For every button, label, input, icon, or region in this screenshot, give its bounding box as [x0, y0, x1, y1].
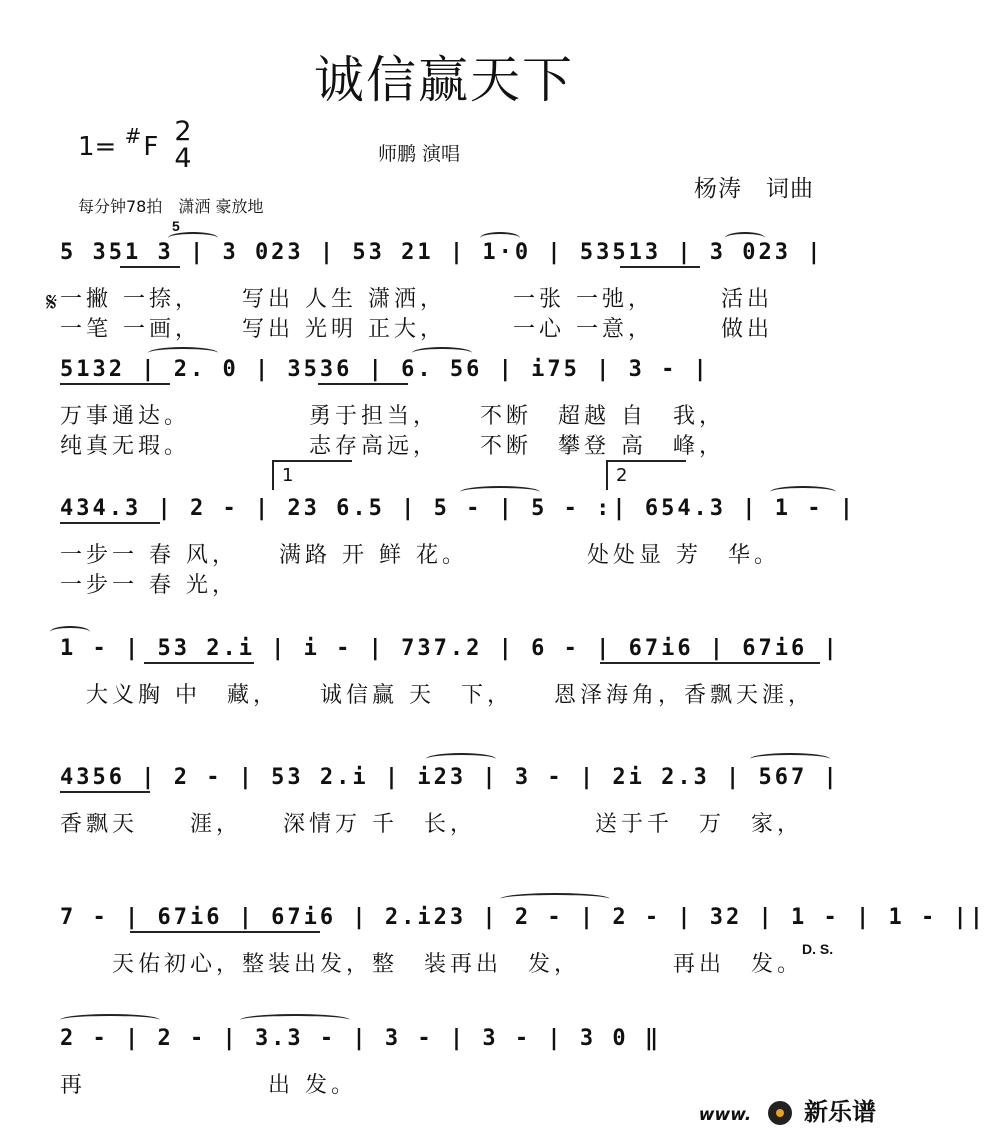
beam — [600, 662, 820, 664]
watermark-brand: 新乐谱 — [804, 1098, 876, 1126]
grace-note: 5 — [172, 218, 180, 234]
watermark — [699, 1092, 876, 1127]
lyric-verse-1: 万事通达。 勇于担当， 不断 超越 自 我， — [60, 404, 725, 429]
beam — [144, 662, 254, 664]
notes: 1 - | 53 2.i | i - | 737.2 | 6 - | 67i6 | 67i6 | — [60, 636, 840, 661]
lyric-verse-1: 一步一 春 风， 满路 开 鲜 花。 处处显 芳 华。 — [60, 543, 780, 568]
lyric-verse-1: 香飘天 涯， 深情万 千 长， 送于千 万 家， — [60, 812, 803, 837]
slur — [240, 1014, 350, 1026]
sharp-sign: # — [124, 124, 142, 148]
key-signature — [78, 124, 159, 162]
segno-icon: 𝄋 — [46, 288, 58, 318]
lyric-verse-2: 一步一 春 光， — [60, 573, 238, 598]
notes: 4356 | 2 - | 53 2.i | i23 | 3 - | 2i 2.3 | 567 | — [60, 765, 840, 790]
performer-credit: 师鹏 演唱 — [378, 143, 461, 165]
ds-marking: D. S. — [802, 941, 834, 957]
slur — [770, 486, 836, 498]
notes: 2 - | 2 - | 3.3 - | 3 - | 3 - | 3 0 ‖ — [60, 1026, 662, 1051]
time-bottom: 4 — [174, 143, 192, 174]
watermark-url: www. — [698, 1105, 752, 1125]
slur — [750, 753, 830, 765]
notes: 5 351 3 | 3 023 | 53 21 | 1·0 | 53513 | 3 023 | — [60, 240, 824, 265]
notes: 5132 | 2. 0 | 3536 | 6. 56 | i75 | 3 - | — [60, 357, 710, 382]
record-icon — [768, 1101, 792, 1125]
lyric-verse-1: 天佑初心，整装出发，整 装再出 发， 再出 发。 — [60, 952, 804, 977]
slur — [168, 232, 218, 244]
tempo-marking: 每分钟78拍 潇洒 豪放地 — [78, 197, 264, 216]
beam — [120, 266, 180, 268]
volta-1: 1 — [272, 460, 352, 490]
lyric-verse-2: 纯真无瑕。 志存高远， 不断 攀登 高 峰， — [60, 434, 725, 459]
slur — [500, 893, 610, 905]
volta-2: 2 — [606, 460, 686, 490]
lyric-verse-1: 大义胸 中 藏， 诚信赢 天 下， 恩泽海角，香飘天涯， — [60, 683, 814, 708]
score-line-3 — [60, 465, 857, 606]
beam — [60, 383, 170, 385]
slur — [725, 232, 765, 244]
beam — [130, 931, 320, 933]
slur — [50, 626, 90, 638]
time-signature — [170, 118, 196, 172]
time-top: 2 — [174, 116, 192, 147]
beam — [60, 791, 150, 793]
composer-credit: 杨涛 词曲 — [694, 176, 814, 202]
lyric-verse-2: 一笔 一画， 写出 光明 正大， 一心 一意， 做出 — [60, 317, 773, 342]
slur — [460, 486, 540, 498]
score-line-4 — [60, 636, 840, 746]
beam — [318, 383, 408, 385]
lyric-verse-1: 再 出 发。 — [60, 1073, 357, 1098]
score-line-6 — [60, 905, 986, 1015]
slur — [148, 347, 218, 359]
slur — [412, 347, 472, 359]
lyric-verse-1: 一撇 一捺， 写出 人生 潇洒， 一张 一弛， 活出 — [60, 287, 773, 312]
key-prefix: 1= — [78, 132, 117, 162]
slur — [426, 753, 496, 765]
key-note: F — [143, 132, 159, 162]
notes: 434.3 | 2 - | 23 6.5 | 5 - | 5 - :| 654.3 | 1 - | — [60, 496, 857, 521]
slur — [480, 232, 520, 244]
score-line-5 — [60, 765, 840, 875]
notes: 7 - | 67i6 | 67i6 | 2.i23 | 2 - | 2 - | 32 | 1 - | 1 - || — [60, 905, 986, 930]
score-line-2 — [60, 357, 840, 467]
score-line-1 — [46, 218, 840, 350]
beam — [620, 266, 700, 268]
slur — [60, 1014, 160, 1026]
page-title: 诚信赢天下 — [314, 51, 574, 109]
beam — [60, 522, 160, 524]
